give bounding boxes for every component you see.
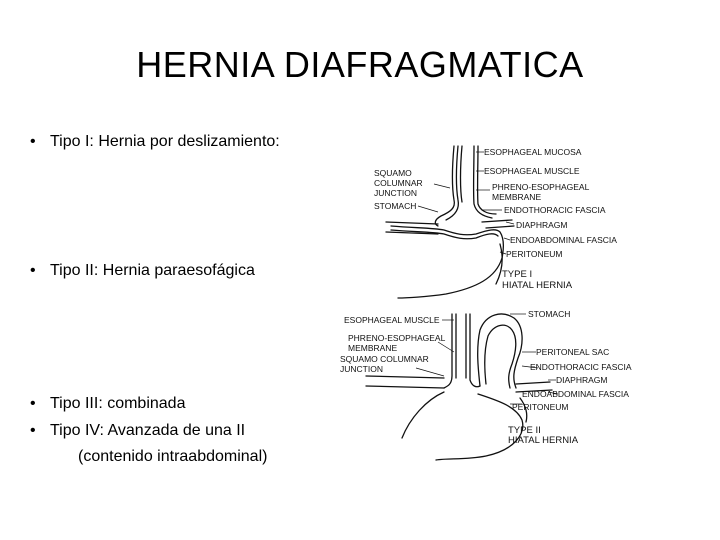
label-squamo: SQUAMO [374,168,412,178]
bullet-tipo-3 [30,393,185,415]
label-esophageal-mucosa: ESOPHAGEAL MUCOSA [484,147,582,157]
label-membrane-1: MEMBRANE [492,192,542,202]
label-esophageal-muscle: ESOPHAGEAL MUSCLE [484,166,580,176]
label-diaphragm-2: DIAPHRAGM [556,375,608,385]
bullet-dot: • [30,133,36,150]
bullet-text: Tipo I: Hernia por deslizamiento: [50,133,280,150]
label-columnar: COLUMNAR [374,178,423,188]
label-endothoracic-1: ENDOTHORACIC FASCIA [504,205,606,215]
label-phreno-1: PHRENO-ESOPHAGEAL [492,182,590,192]
label-esophageal-muscle-2: ESOPHAGEAL MUSCLE [344,315,440,325]
label-phreno-2: PHRENO-ESOPHAGEAL [348,333,446,343]
label-endothoracic-2: ENDOTHORACIC FASCIA [530,362,632,372]
label-type-1-name: HIATAL HERNIA [502,280,573,291]
bullet-continuation: (contenido intraabdominal) [78,448,268,465]
bullet-tipo-1 [30,131,280,153]
label-stomach-1: STOMACH [374,201,417,211]
label-peritoneal-sac: PERITONEAL SAC [536,347,610,357]
bullet-text: Tipo II: Hernia paraesofágica [50,262,255,279]
bullet-tipo-4 [30,420,245,442]
bullet-dot: • [30,395,36,412]
bullet-tipo-2 [30,260,255,282]
label-junction-2: JUNCTION [340,364,383,374]
label-junction: JUNCTION [374,188,417,198]
label-peritoneum-2: PERITONEUM [512,402,569,412]
bullet-text: Tipo IV: Avanzada de una II [50,422,246,439]
label-endoabdominal-1: ENDOABDOMINAL FASCIA [510,235,617,245]
hiatal-hernia-figure [326,138,656,478]
bullet-dot: • [30,422,36,439]
slide-title: HERNIA DIAFRAGMATICA [136,44,584,85]
bullet-dot: • [30,262,36,279]
label-type-1: TYPE I [502,269,533,280]
label-type-2: TYPE II [508,425,541,436]
label-peritoneum-1: PERITONEUM [506,249,563,259]
label-diaphragm-1: DIAPHRAGM [516,220,568,230]
label-squamo-columnar-2: SQUAMO COLUMNAR [340,354,429,364]
label-membrane-2: MEMBRANE [348,343,398,353]
bullet-text: Tipo III: combinada [50,395,186,412]
label-stomach-2: STOMACH [528,309,571,319]
label-type-2-name: HIATAL HERNIA [508,435,579,446]
label-endoabdominal-2: ENDOABDOMINAL FASCIA [522,389,629,399]
